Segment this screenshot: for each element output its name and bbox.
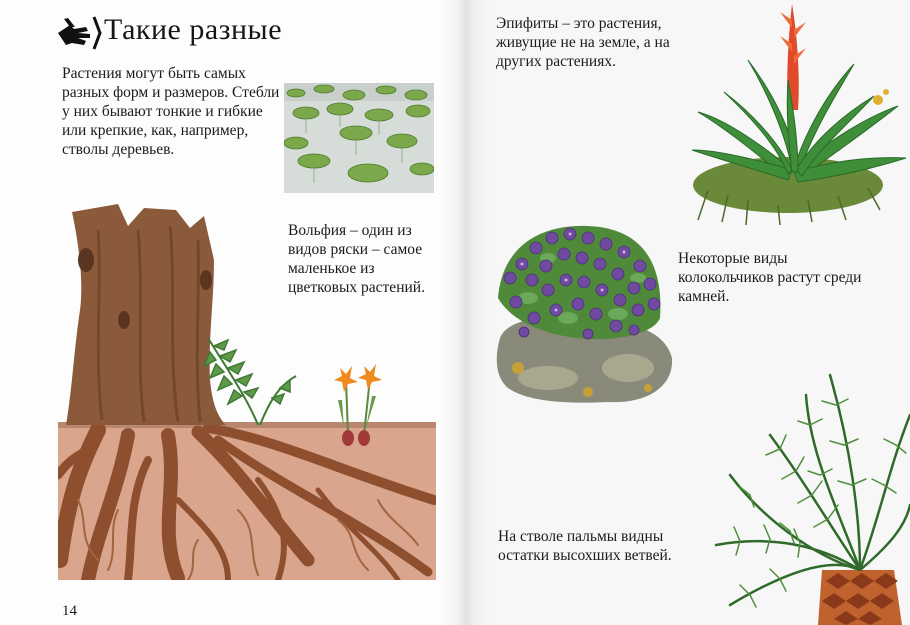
bellflowers-caption: Некоторые виды колокольчиков растут среди камней. (678, 250, 862, 305)
page-number: 14 (62, 603, 77, 619)
intro-paragraph: Растения могут быть самых разных форм и размеров. Стебли у них бывают тонкие и гибкие или крепкие, как, например, стволы деревьев. (62, 65, 280, 158)
epiphyte-bromeliad-illustration (688, 0, 910, 225)
palm-caption: На стволе пальмы видны остатки высохших ветвей. (498, 528, 672, 564)
palm-tree-illustration (710, 355, 910, 625)
epiphytes-caption: Эпифиты – это растения, живущие не на земле, а на других растениях. (496, 15, 670, 70)
bellflower-rock-illustration (488, 218, 676, 408)
wolffia-caption: Вольфия – один из видов ряски – самое маленькое из цветковых растений. (288, 222, 425, 296)
hand-pointing-icon (56, 15, 102, 51)
page-title: Такие разные (104, 13, 283, 46)
tree-roots-illustration (58, 200, 436, 580)
book-gutter (440, 0, 490, 625)
duckweed-illustration (284, 83, 434, 193)
